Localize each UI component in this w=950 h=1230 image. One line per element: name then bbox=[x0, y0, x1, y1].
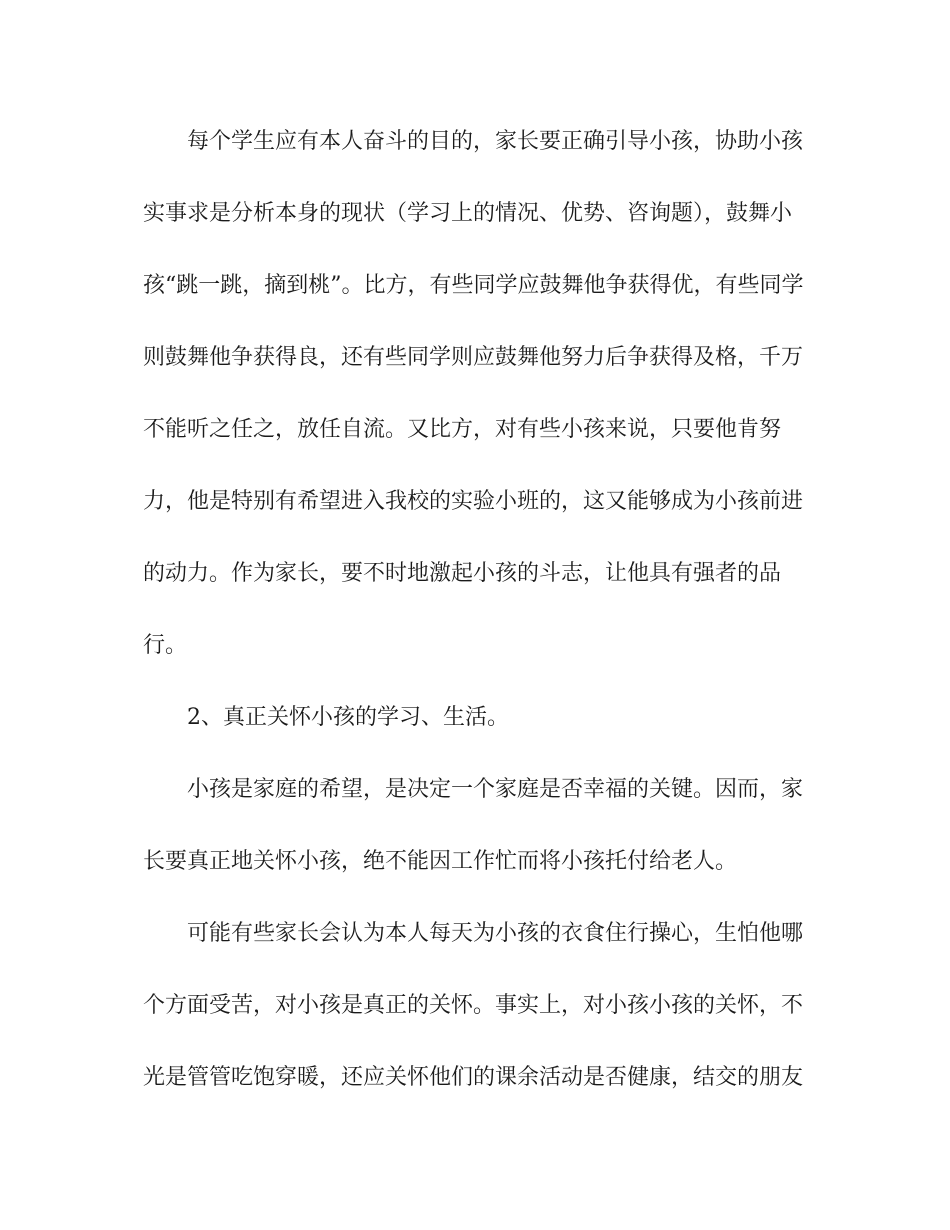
paragraph-line: 则鼓舞他争获得良，还有些同学则应鼓舞他努力后争获得及格，千万 bbox=[143, 345, 804, 370]
paragraph-line: 行。 bbox=[143, 633, 188, 658]
paragraph-line: 孩“跳一跳，摘到桃”。比方，有些同学应鼓舞他争获得优，有些同学 bbox=[143, 273, 804, 298]
paragraph-line: 长要真正地关怀小孩，绝不能因工作忙而将小孩托付给老人。 bbox=[143, 849, 738, 874]
paragraph-line: 小孩是家庭的希望，是决定一个家庭是否幸福的关键。因而，家 bbox=[187, 777, 804, 802]
paragraph-line: 的动力。作为家长，要不时地激起小孩的斗志，让他具有强者的品 bbox=[143, 561, 782, 586]
paragraph-line: 每个学生应有本人奋斗的目的，家长要正确引导小孩，协助小孩 bbox=[187, 129, 804, 154]
section-heading: 2、真正关怀小孩的学习、生活。 bbox=[187, 705, 509, 730]
paragraph-line: 力，他是特别有希望进入我校的实验小班的，这又能够成为小孩前进 bbox=[143, 489, 804, 514]
paragraph-line: 实事求是分析本身的现状（学习上的情况、优势、咨询题），鼓舞小 bbox=[143, 201, 793, 226]
paragraph-line: 可能有些家长会认为本人每天为小孩的衣食住行操心，生怕他哪 bbox=[187, 921, 804, 946]
paragraph-line: 不能听之任之，放任自流。又比方，对有些小孩来说，只要他肯努 bbox=[143, 417, 782, 442]
paragraph-line: 个方面受苦，对小孩是真正的关怀。事实上，对小孩小孩的关怀，不 bbox=[143, 993, 804, 1018]
paragraph-line: 光是管管吃饱穿暖，还应关怀他们的课余活动是否健康，结交的朋友 bbox=[143, 1065, 804, 1090]
